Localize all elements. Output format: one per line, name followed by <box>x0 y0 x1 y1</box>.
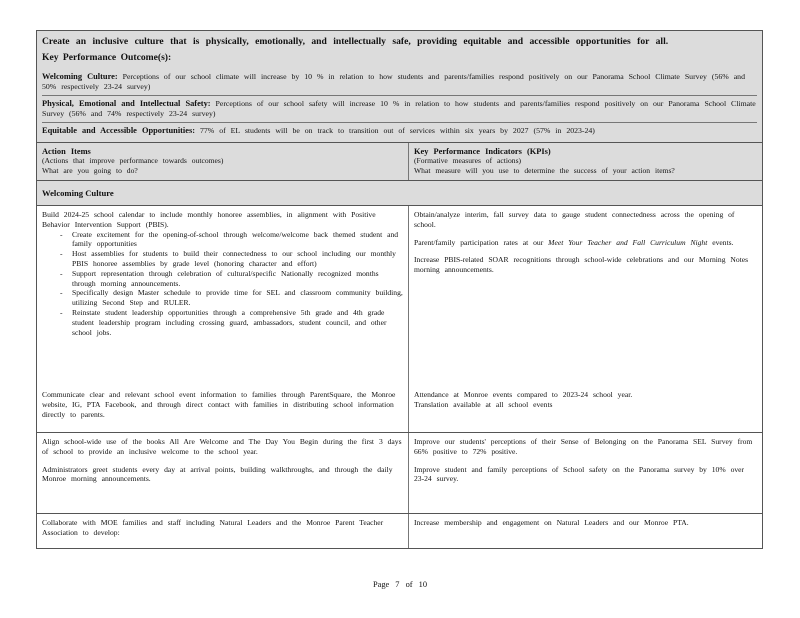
kpo-item <box>42 123 757 139</box>
kpi-text: Increase PBIS-related SOAR recognitions through school-wide celebrations and our Morning Notes morning announcements. <box>414 255 749 275</box>
kpo-heading: Key Performance Outcome(s): <box>42 52 172 63</box>
kpi-sub2: What measure will you use to determine the success of your action items? <box>414 166 675 176</box>
kpi-sub1: (Formative measures of actions) <box>414 156 522 166</box>
kpo-label: Physical, Emotional and Intellectual Safety: <box>42 98 211 108</box>
goal-header <box>37 31 762 142</box>
kpi-text <box>414 238 759 248</box>
action-text: Align school-wide use of the books All Are Welcome and The Day You Begin during the first 3 days of school to provide an inclusive welcome to the school year. <box>42 436 402 456</box>
page-number: Page 7 of 10 <box>372 580 428 589</box>
kpi-text: Translation available at all school events <box>414 399 553 409</box>
kpi-event-names: Meet Your Teacher and Fall Curriculum Night <box>548 237 708 247</box>
action-text: Communicate clear and relevant school event information to families through ParentSquare, the Monroe website, IG, PTA Facebook, and through direct contact with families in distributing school information directly to parents. <box>42 389 396 419</box>
section-title: Welcoming Culture <box>37 180 762 205</box>
table-row <box>37 380 762 432</box>
kpi-text: Improve our students' perceptions of their Sense of Belonging on the Panorama SEL Survey from 66% positive to 72% positive. <box>414 436 753 456</box>
action-text: Collaborate with MOE families and staff including Natural Leaders and the Monroe Parent Teacher Association to develop: <box>42 517 384 537</box>
action-cell <box>37 514 409 548</box>
kpi-text-part: Parent/family participation rates at our <box>414 237 549 247</box>
kpi-text: Obtain/analyze interim, fall survey data to gauge student connectedness across the opening of school. <box>414 209 735 229</box>
kpo-label: Welcoming Culture: <box>42 71 118 81</box>
kpo-text: Perceptions of our school climate will increase by 10 % in relation to how students and parents/families respond positively on our Panorama School Climate Survey (56% and 50% respectively 23-24 survey) <box>42 71 745 91</box>
action-items-sub1: (Actions that improve performance towards outcomes) <box>42 156 224 166</box>
bullet-item: - Reinstate student leadership opportunities through a comprehensive 5th grade and 4th grade student leadership program including crossing guard, ambassadors, student council, and other school jobs. <box>72 308 403 337</box>
kpi-text: Attendance at Monroe events compared to 2023-24 school year. <box>414 389 633 399</box>
action-cell <box>37 380 409 432</box>
table-row <box>37 513 762 548</box>
column-headers <box>37 142 762 180</box>
kpi-text-part: events. <box>707 237 734 247</box>
kpo-text: 77% of EL students will be on track to transition out of services within six years by 2027 (57% in 2023-24) <box>199 125 595 135</box>
kpi-cell <box>409 380 764 432</box>
kpi-cell <box>409 206 764 380</box>
kpo-text: Perceptions of our school safety will increase 10 % in relation to how students and parents/families respond positively on our Panorama School Climate Survey (56% and 74% respectively 23-24 survey) <box>42 98 756 118</box>
kpi-cell <box>409 514 764 548</box>
kpo-label: Equitable and Accessible Opportunities: <box>42 125 196 135</box>
plan-page <box>36 30 763 549</box>
action-items-sub2: What are you going to do? <box>42 166 138 176</box>
kpo-item <box>42 96 757 123</box>
bullet-item: - Host assemblies for students to build their connectedness to our school including our monthly PBIS honoree assemblies by grade level (honoring character and effort) <box>72 249 403 269</box>
kpi-header <box>409 143 764 180</box>
kpi-text: Improve student and family perceptions of School safety on the Panorama survey by 10% over 23-24 survey. <box>414 464 745 484</box>
kpo-item <box>42 69 757 96</box>
table-row <box>37 205 762 380</box>
action-items-title: Action Items <box>42 146 91 156</box>
action-intro: Build 2024-25 school calendar to include monthly honoree assemblies, in alignment with Positive Behavior Intervention Support (PBIS). <box>42 209 376 229</box>
bullet-item: - Specifically design Master schedule to provide time for SEL and classroom community building, utilizing Second Step and RULER. <box>72 288 403 308</box>
bullet-item: - Create excitement for the opening-of-school through welcome/welcome back themed student and family opportunities <box>72 230 403 250</box>
action-items-header <box>37 143 409 180</box>
bullet-item: - Support representation through celebration of cultural/specific Nationally recognized months through morning announcements. <box>72 269 403 289</box>
action-bullets <box>42 230 403 338</box>
goal-statement: Create an inclusive culture that is physically, emotionally, and intellectually safe, providing equitable and accessible opportunities for all. <box>42 36 669 47</box>
kpi-title: Key Performance Indicators (KPIs) <box>414 146 551 156</box>
kpi-cell <box>409 433 764 513</box>
kpi-text: Increase membership and engagement on Natural Leaders and our Monroe PTA. <box>414 517 689 527</box>
action-cell <box>37 433 409 513</box>
action-cell <box>37 206 409 380</box>
table-row <box>37 432 762 513</box>
action-text: Administrators greet students every day at arrival points, building walkthroughs, and through the daily Monroe morning announcements. <box>42 464 393 484</box>
plan-table <box>36 30 763 549</box>
